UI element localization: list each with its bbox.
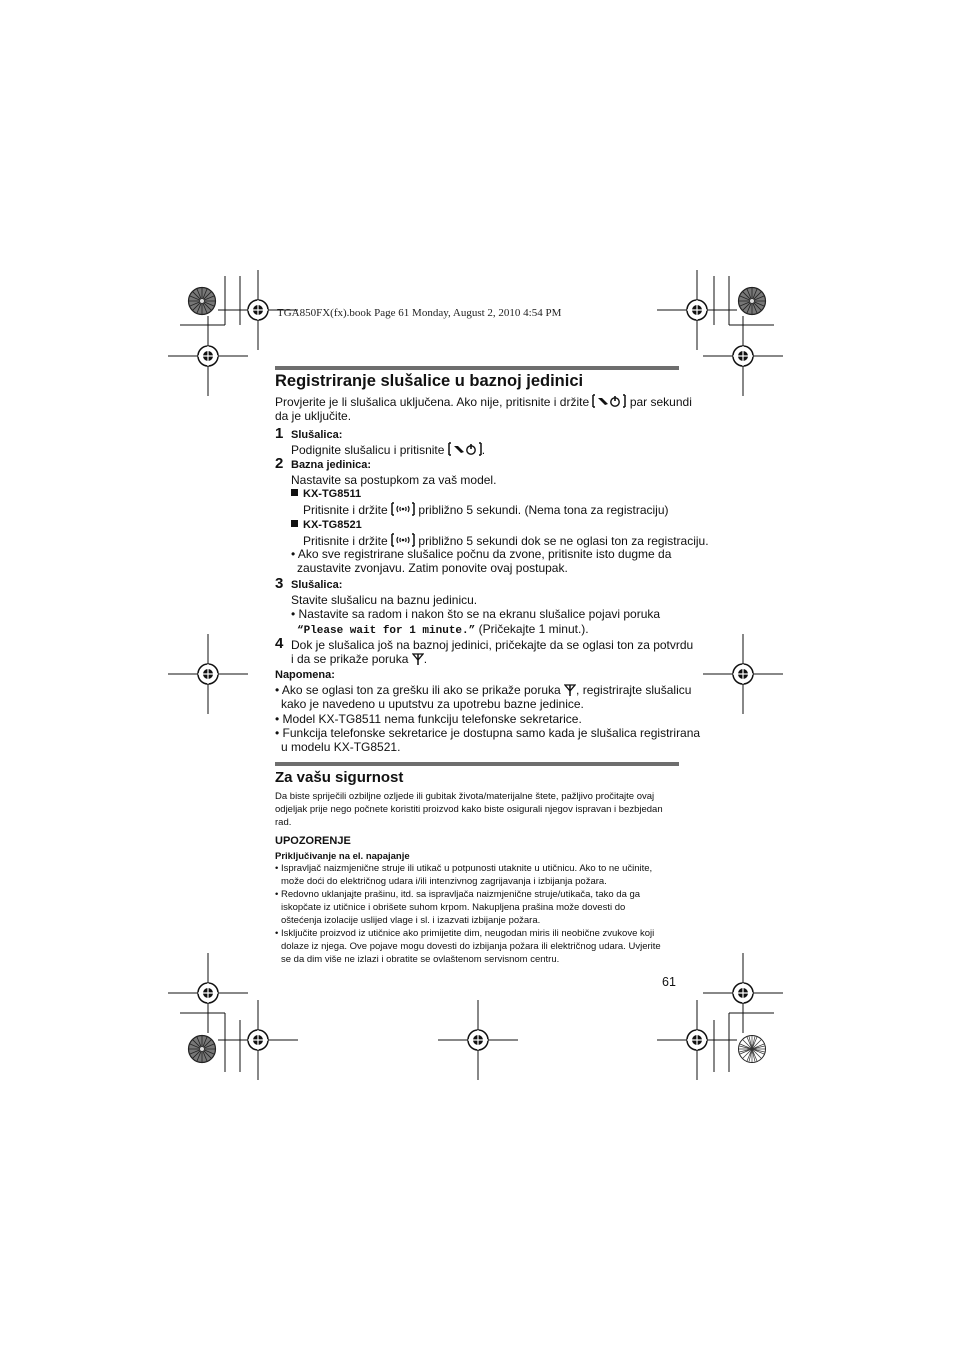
model-heading: KX-TG8511 xyxy=(291,487,361,501)
note-item: u modelu KX-TG8521. xyxy=(281,740,401,754)
subheading: Priključivanje na el. napajanje xyxy=(275,851,410,862)
step-text: Stavite slušalicu na baznu jedinicu. xyxy=(291,593,478,607)
bullet-text: • Ako sve registrirane slušalice počnu da zvone, pritisnite isto dugme da xyxy=(291,547,672,561)
registration-mark-icon xyxy=(703,316,783,396)
bullet-text: • Nastavite sa radom i nakon što se na ekranu slušalice pojavi poruka xyxy=(291,607,661,621)
step-number: 3 xyxy=(275,575,284,592)
safety-bullet: oštećenja izolacije uslijed vlage i sl. i izazvati izbijanje požara. xyxy=(281,915,541,926)
safety-bullet: dolaze iz njega. Ove pojave mogu dovesti do izbijanja požara ili električnog udara. Uvjerite xyxy=(281,941,661,952)
antenna-icon xyxy=(412,653,424,665)
step-heading: Bazna jedinica: xyxy=(291,459,372,471)
step-text: Dok je slušalica još na baznoj jedinici, pričekajte da se oglasi ton za potvrdu xyxy=(291,638,694,652)
intro-text-line2: da je uključite. xyxy=(275,409,352,423)
safety-bullet: • Ispravljač naizmjenične struje ili utikač u potpunosti utaknite u utičnicu. Ako to ne učinite, xyxy=(275,863,653,874)
intro-text: Provjerite je li slušalica uključena. Ako nije, pritisnite i držite par sekundi xyxy=(275,395,692,409)
color-target-icon xyxy=(737,286,767,316)
section-rule xyxy=(275,366,679,370)
safety-bullet: se da dim više ne izlazi i obratite se ovlaštenom servisnom centru. xyxy=(281,954,560,965)
safety-intro: odjeljak prije nego počnete koristiti proizvod kako biste osigurali njegov ispravan i bezbjedan xyxy=(275,804,663,815)
display-message: “Please wait for 1 minute.” xyxy=(297,625,476,637)
section-rule xyxy=(275,762,679,766)
safety-bullet: • Redovno uklanjajte prašinu, itd. sa ispravljača naizmjenične struje/utikača, tako da ga xyxy=(275,889,641,900)
print-header: TGA850FX(fx).book Page 61 Monday, August 2, 2010 4:54 PM xyxy=(277,307,562,319)
note-heading: Napomena: xyxy=(275,669,335,681)
safety-intro: Da biste spriječili ozbiljne ozljede ili gubitak života/materijalne štete, pažljivo pročitajte ovaj xyxy=(275,791,655,802)
page-number: 61 xyxy=(662,975,676,989)
square-bullet-icon xyxy=(291,489,298,496)
safety-bullet: iskopčate iz utičnice i obrišete suhom krpom. Nakupljena prašina može dovesti do xyxy=(281,902,626,913)
color-target-icon xyxy=(187,1034,217,1064)
safety-intro: rad. xyxy=(275,817,292,828)
safety-bullet: može doći do električnog udara i/ili intenzivnog zagrijavanja i izbijanja požara. xyxy=(281,876,607,887)
handset-off-power-icon xyxy=(448,442,482,456)
bullet-text: “Please wait for 1 minute.” (Pričekajte 1 minut.). xyxy=(297,622,589,637)
registration-mark-icon xyxy=(657,1000,737,1080)
color-target-icon xyxy=(737,1034,767,1064)
locator-icon xyxy=(391,502,415,516)
antenna-icon xyxy=(564,684,576,696)
registration-mark-icon xyxy=(168,316,248,396)
model-text: Pritisnite i držite približno 5 sekundi dok se ne oglasi ton za registraciju. xyxy=(303,534,709,548)
step-number: 1 xyxy=(275,425,284,442)
note-item: • Ako se oglasi ton za grešku ili ako se prikaže poruka , registrirajte slušalicu xyxy=(275,683,692,697)
note-item: kako je navedeno u uputstvu za upotrebu bazne jedinice. xyxy=(281,697,584,711)
bullet-text: zaustavite zvonjavu. Zatim ponovite ovaj postupak. xyxy=(297,561,568,575)
safety-bullet: • Isključite proizvod iz utičnice ako primijetite dim, neugodan miris ili neobične zvukove koji xyxy=(275,928,655,939)
warning-heading: UPOZORENJE xyxy=(275,835,351,847)
registration-mark-icon xyxy=(218,1000,298,1080)
registration-mark-icon xyxy=(703,634,783,714)
model-text: Pritisnite i držite približno 5 sekundi. (Nema tona za registraciju) xyxy=(303,503,669,517)
step-heading: Slušalica: xyxy=(291,429,343,441)
registration-mark-icon xyxy=(438,1000,518,1080)
note-item: • Funkcija telefonske sekretarice je dostupna samo kada je slušalica registrirana xyxy=(275,726,701,740)
model-heading: KX-TG8521 xyxy=(291,518,362,532)
section-title: Za vašu sigurnost xyxy=(275,769,404,786)
step-text: Podignite slušalicu i pritisnite . xyxy=(291,443,486,457)
step-number: 4 xyxy=(275,635,284,652)
square-bullet-icon xyxy=(291,520,298,527)
color-target-icon xyxy=(187,286,217,316)
handset-off-power-icon xyxy=(592,394,626,408)
step-heading: Slušalica: xyxy=(291,579,343,591)
step-text: i da se prikaže poruka . xyxy=(291,652,428,666)
section-title: Registriranje slušalice u baznoj jedinici xyxy=(275,372,584,390)
step-text: Nastavite sa postupkom za vaš model. xyxy=(291,473,497,487)
note-item: • Model KX-TG8511 nema funkciju telefonske sekretarice. xyxy=(275,712,582,726)
registration-mark-icon xyxy=(168,634,248,714)
locator-icon xyxy=(391,533,415,547)
step-number: 2 xyxy=(275,455,284,472)
